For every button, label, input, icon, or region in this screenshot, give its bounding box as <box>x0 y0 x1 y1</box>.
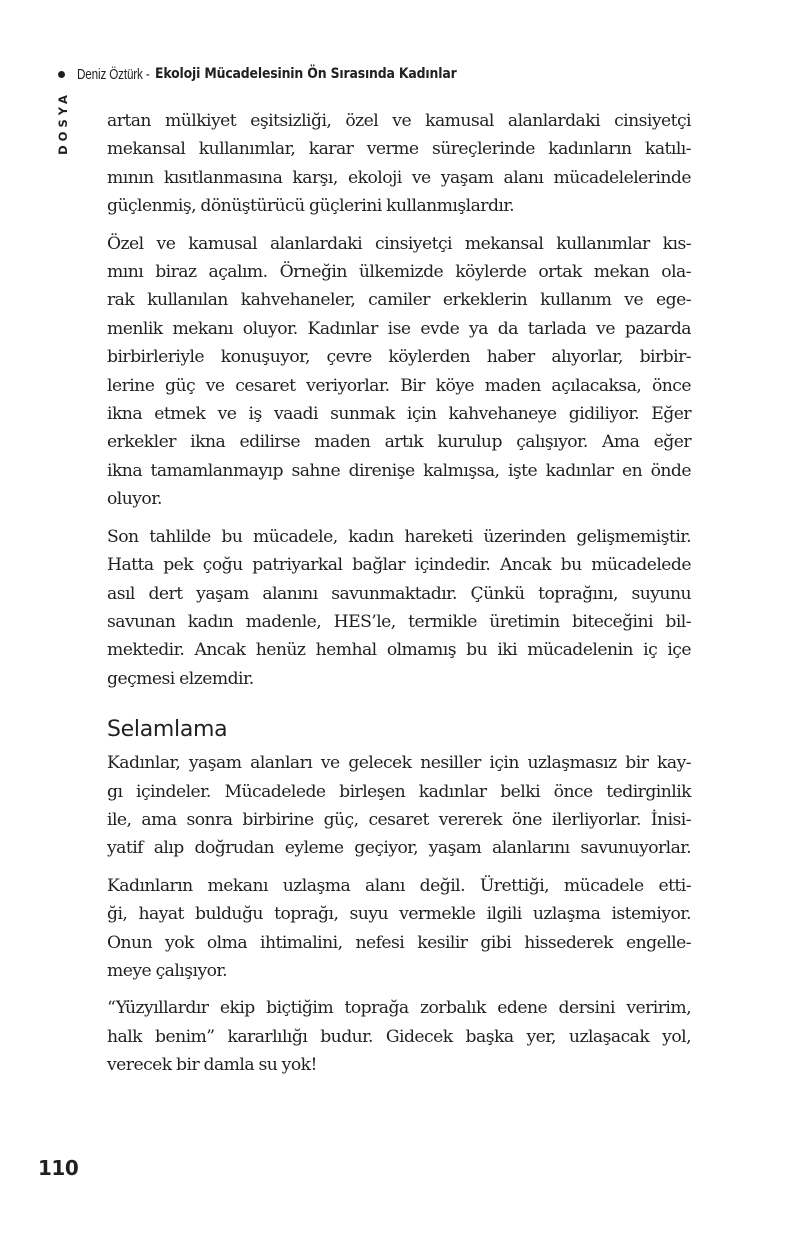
text-line: “Yüzyıllardır ekip biçtiğim toprağa zorbalık edene dersini veririm, <box>107 998 691 1019</box>
header-author: Deniz Öztürk - <box>77 65 150 83</box>
text-line: mının kısıtlanmasına karşı, ekoloji ve yaşam alanı mücadelelerinde <box>107 167 691 188</box>
text-line: mektedir. Ancak henüz hemhal olmamış bu iki mücadelenin iç içe <box>107 640 691 661</box>
section-tag-label: DOSYA <box>56 91 70 155</box>
section-tag <box>56 92 70 154</box>
text-line: halk benim” kararlılığı budur. Gidecek başka yer, uzlaşacak yol, <box>107 1026 691 1047</box>
paragraph <box>107 872 691 986</box>
running-header <box>58 62 506 86</box>
text-line: savunan kadın madenle, HES’le, termikle üretimin biteceğini bil- <box>107 611 691 632</box>
paragraph <box>107 749 691 863</box>
text-line: geçmesi elzemdir. <box>107 668 254 689</box>
bullet-icon <box>58 71 65 78</box>
text-line: yatif alıp doğrudan eyleme geçiyor, yaşam alanlarını savunuyorlar. <box>107 838 691 859</box>
paragraph <box>107 994 691 1079</box>
text-line: birbirleriyle konuşuyor, çevre köylerden haber alıyorlar, birbir- <box>107 347 691 368</box>
text-line: ikna tamamlanmayıp sahne direnişe kalmışsa, işte kadınlar en önde <box>107 460 691 481</box>
text-line: ikna etmek ve iş vaadi sunmak için kahvehaneye gidiliyor. Eğer <box>107 404 691 425</box>
text-line: Son tahlilde bu mücadele, kadın hareketi üzerinden gelişmemiştir. <box>107 526 691 547</box>
paragraph <box>107 230 691 514</box>
text-line: ği, hayat bulduğu toprağı, suyu vermekle ilgili uzlaşma istemiyor. <box>107 904 691 925</box>
text-line: rak kullanılan kahvehaneler, camiler erkeklerin kullanım ve ege- <box>107 290 691 311</box>
text-line: menlik mekanı oluyor. Kadınlar ise evde ya da tarlada ve pazarda <box>107 318 691 339</box>
text-line: verecek bir damla su yok! <box>107 1055 317 1076</box>
text-line: meye çalışıyor. <box>107 960 228 981</box>
text-line: erkekler ikna edilirse maden artık kurulup çalışıyor. Ama eğer <box>107 432 691 453</box>
text-line: Kadınların mekanı uzlaşma alanı değil. Ürettiği, mücadele etti- <box>107 875 691 896</box>
page-number: 110 <box>38 1156 79 1180</box>
text-line: Hatta pek çoğu patriyarkal bağlar içindedir. Ancak bu mücadelede <box>107 555 691 576</box>
text-line: asıl dert yaşam alanını savunmaktadır. Çünkü toprağını, suyunu <box>107 583 691 604</box>
text-line: mekansal kullanımlar, karar verme süreçlerinde kadınların katılı- <box>107 139 691 160</box>
text-line: Özel ve kamusal alanlardaki cinsiyetçi mekansal kullanımlar kıs- <box>107 233 691 254</box>
text-line: ile, ama sonra birbirine güç, cesaret vererek öne ilerliyorlar. İnisi- <box>107 809 691 830</box>
text-line: gı içindeler. Mücadelede birleşen kadınlar belki önce tedirginlik <box>107 781 691 802</box>
text-line: Onun yok olma ihtimalini, nefesi kesilir gibi hissederek engelle- <box>107 932 691 953</box>
text-line: oluyor. <box>107 489 162 510</box>
text-line: lerine güç ve cesaret veriyorlar. Bir köye maden açılacaksa, önce <box>107 375 691 396</box>
text-line: güçlenmiş, dönüştürücü güçlerini kullanmışlardır. <box>107 196 515 217</box>
text-line: mını biraz açalım. Örneğin ülkemizde köylerde ortak mekan ola- <box>107 262 691 283</box>
text-line: artan mülkiyet eşitsizliği, özel ve kamusal alanlardaki cinsiyetçi <box>107 111 691 131</box>
text-line: Kadınlar, yaşam alanları ve gelecek nesiller için uzlaşmasız bir kay- <box>107 753 691 774</box>
paragraph <box>107 107 691 221</box>
paragraph <box>107 523 691 693</box>
header-article-title: Ekoloji Mücadelesinin Ön Sırasında Kadınlar <box>155 66 457 82</box>
article-body <box>107 107 691 1089</box>
section-heading: Selamlama <box>107 717 228 743</box>
